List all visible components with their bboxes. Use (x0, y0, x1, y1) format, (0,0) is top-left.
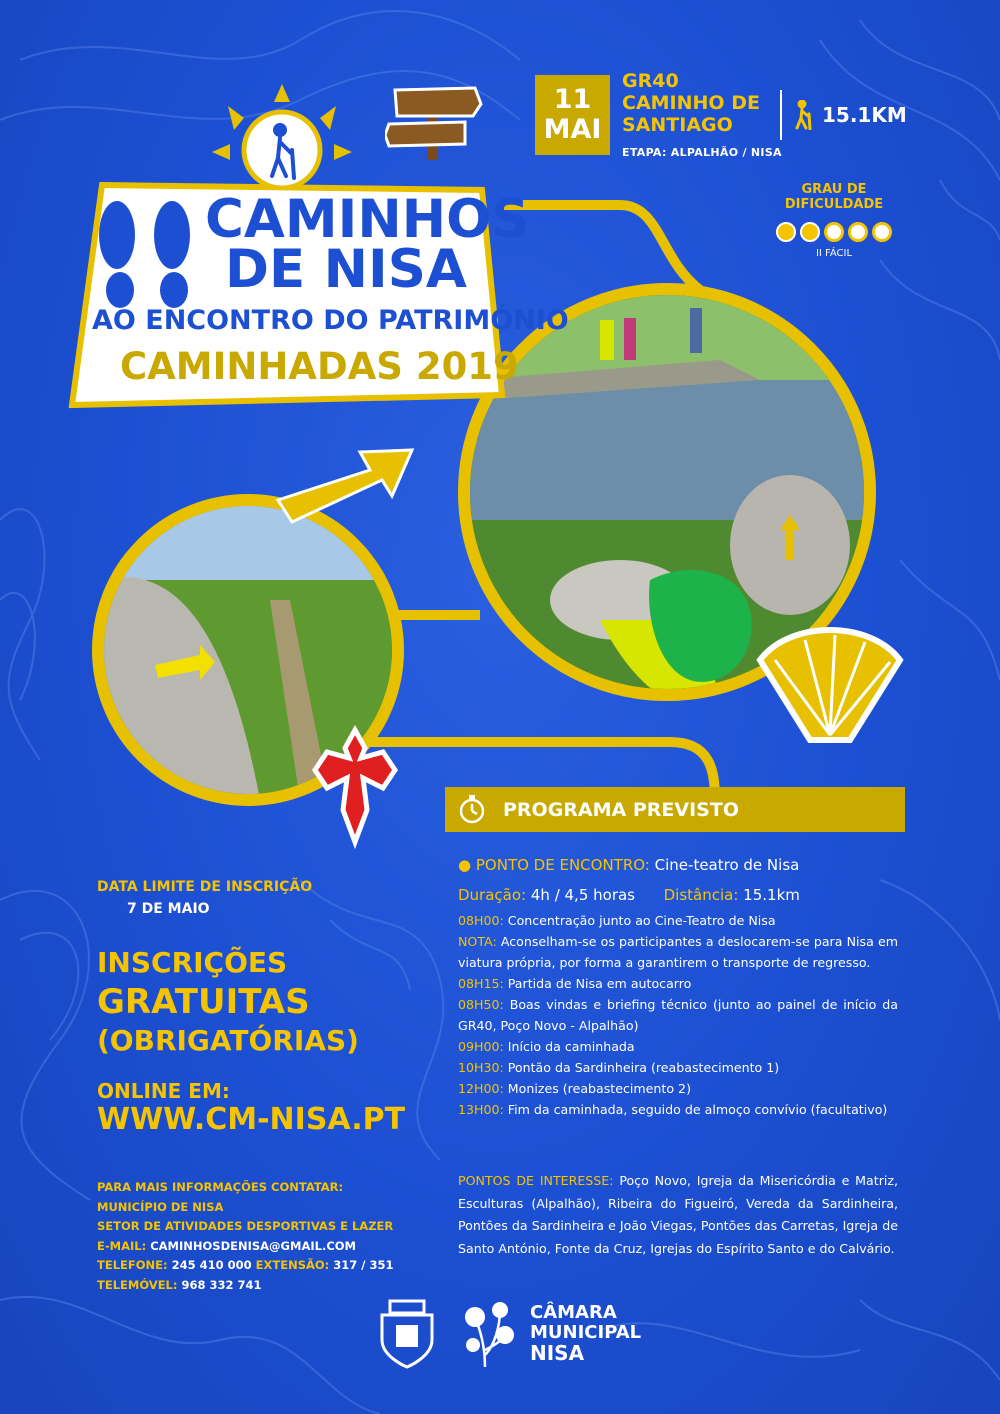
schedule-text: Partida de Nisa em autocarro (507, 976, 692, 991)
difficulty-dot (824, 222, 844, 242)
distance-label: Distância: (663, 886, 739, 904)
meeting-value: Cine-teatro de Nisa (654, 856, 800, 874)
difficulty (756, 182, 912, 259)
stopwatch-icon (455, 792, 489, 826)
registration-line-3: (OBRIGATÓRIAS) (97, 1024, 359, 1057)
municipality-line-1: CÂMARA (530, 1302, 617, 1323)
schedule-text: Concentração junto ao Cine-Teatro de Nisa (507, 913, 776, 928)
scallop-shell-icon (760, 630, 900, 740)
route-stage: ETAPA: ALPALHÃO / NISA (622, 146, 782, 159)
schedule-text: Fim da caminhada, seguido de almoço convívio (facultativo) (507, 1102, 888, 1117)
difficulty-dot (776, 222, 796, 242)
divider (780, 90, 782, 140)
interest-text: Poço Novo, Igreja da Misericórdia e Matriz, Esculturas (Alpalhão), Ribeira do Figueiró, Vereda da Sardinheira, Pontões da Sardinheira e João Viegas, Pontões das Carretas, Igreja de Santo António, Fonte da Cruz, Igrejas do Espírito Santo e do Calvário. (458, 1173, 898, 1256)
difficulty-dots (756, 222, 912, 242)
schedule-text: Aconselham-se os participantes a deslocarem-se para Nisa em viatura própria, por forma a garantirem o transporte de regresso. (458, 934, 898, 970)
title-line-1: CAMINHOS (205, 189, 530, 250)
ext-value: 317 / 351 (333, 1258, 394, 1272)
schedule-time: 10H30: (458, 1060, 504, 1075)
schedule-item (458, 910, 898, 931)
schedule-time: 09H00: (458, 1039, 504, 1054)
difficulty-dot (848, 222, 868, 242)
meeting-point (458, 850, 898, 880)
distance-value-program: 15.1km (743, 886, 800, 904)
hiker-icon (792, 100, 814, 130)
route-code: GR40 (622, 70, 679, 92)
schedule-item (458, 1078, 898, 1099)
date-box (535, 75, 610, 155)
contact-info (97, 1178, 394, 1295)
signpost-icon (385, 80, 485, 160)
ext-label: EXTENSÃO: (255, 1258, 330, 1272)
registration-free (97, 945, 359, 1059)
connector-top (500, 205, 700, 290)
schedule-text: Boas vindas e briefing técnico (junto ao painel de início da GR40, Poço Novo - Alpalhão) (458, 997, 898, 1033)
schedule-time: 08H50: (458, 997, 504, 1012)
contact-dept: SETOR DE ATIVIDADES DESPORTIVAS E LAZER (97, 1219, 394, 1233)
route-name-2: SANTIAGO (622, 114, 733, 136)
sun-hiker-icon (210, 80, 370, 190)
program-title: PROGRAMA PREVISTO (503, 798, 739, 821)
email-value[interactable]: CAMINHOSDENISA@GMAIL.COM (150, 1238, 356, 1253)
mobile-value: 968 332 741 (181, 1277, 262, 1292)
difficulty-dot (800, 222, 820, 242)
schedule-item (458, 1099, 898, 1120)
municipality-line-2: MUNICIPAL (530, 1322, 642, 1343)
distance (792, 100, 907, 130)
registration-deadline (97, 876, 312, 920)
title-line-2: DE NISA (225, 239, 467, 300)
program-body (458, 850, 898, 1120)
distance-value: 15.1KM (822, 103, 907, 127)
email-label: E-MAIL: (97, 1238, 147, 1253)
contact-intro: PARA MAIS INFORMAÇÕES CONTATAR: (97, 1180, 344, 1194)
title-subtitle: AO ENCONTRO DO PATRIMÓNIO (92, 305, 569, 336)
schedule-time: 13H00: (458, 1102, 504, 1117)
municipality-line-3: NISA (530, 1341, 585, 1365)
duration-label: Duração: (458, 886, 527, 904)
deadline-value: 7 DE MAIO (127, 901, 210, 917)
online-label: ONLINE EM: (97, 1079, 230, 1103)
difficulty-level: II FÁCIL (815, 248, 853, 259)
schedule-item (458, 994, 898, 1036)
route-info (622, 70, 782, 164)
schedule-item (458, 973, 898, 994)
schedule-time: 12H00: (458, 1081, 504, 1096)
mobile-label: TELEMÓVEL: (97, 1277, 178, 1292)
date-day: 11 (553, 84, 592, 115)
schedule-item (458, 1036, 898, 1057)
duration-line (458, 880, 898, 910)
interest-label: PONTOS DE INTERESSE: (458, 1173, 614, 1188)
title-year: CAMINHADAS 2019 (120, 345, 519, 388)
website-link[interactable]: WWW.CM-NISA.PT (97, 1102, 406, 1137)
schedule-text: Pontão da Sardinheira (reabastecimento 1) (507, 1060, 780, 1075)
phone-value: 245 410 000 (171, 1258, 252, 1272)
schedule-text: Monizes (reabastecimento 2) (507, 1081, 691, 1096)
difficulty-dot (872, 222, 892, 242)
phone-label: TELEFONE: (97, 1258, 168, 1272)
registration-line-1: INSCRIÇÕES (97, 946, 288, 979)
date-month: MAI (543, 114, 602, 145)
schedule-time: 08H15: (458, 976, 504, 991)
schedule-time: NOTA: (458, 934, 497, 949)
flower-logo (455, 1295, 525, 1370)
points-of-interest (458, 1170, 898, 1260)
schedule-time: 08H00: (458, 913, 504, 928)
location-pin-icon: ● (458, 856, 472, 874)
online-registration (97, 1080, 405, 1138)
contact-org: MUNICÍPIO DE NISA (97, 1199, 224, 1214)
difficulty-title: GRAU DE DIFICULDADE (784, 182, 884, 212)
schedule-item (458, 931, 898, 973)
schedule-list (458, 910, 898, 1120)
duration-value: 4h / 4,5 horas (530, 886, 635, 904)
program-header (445, 787, 905, 832)
direction-arrow (278, 450, 412, 522)
registration-line-2: GRATUITAS (97, 982, 310, 1022)
schedule-item (458, 1057, 898, 1078)
municipality-name (530, 1303, 641, 1363)
deadline-label: DATA LIMITE DE INSCRIÇÃO (97, 879, 313, 895)
route-name-1: CAMINHO DE (622, 92, 760, 114)
meeting-label: PONTO DE ENCONTRO: (475, 856, 650, 874)
coat-of-arms-logo (372, 1295, 442, 1370)
schedule-text: Início da caminhada (507, 1039, 635, 1054)
